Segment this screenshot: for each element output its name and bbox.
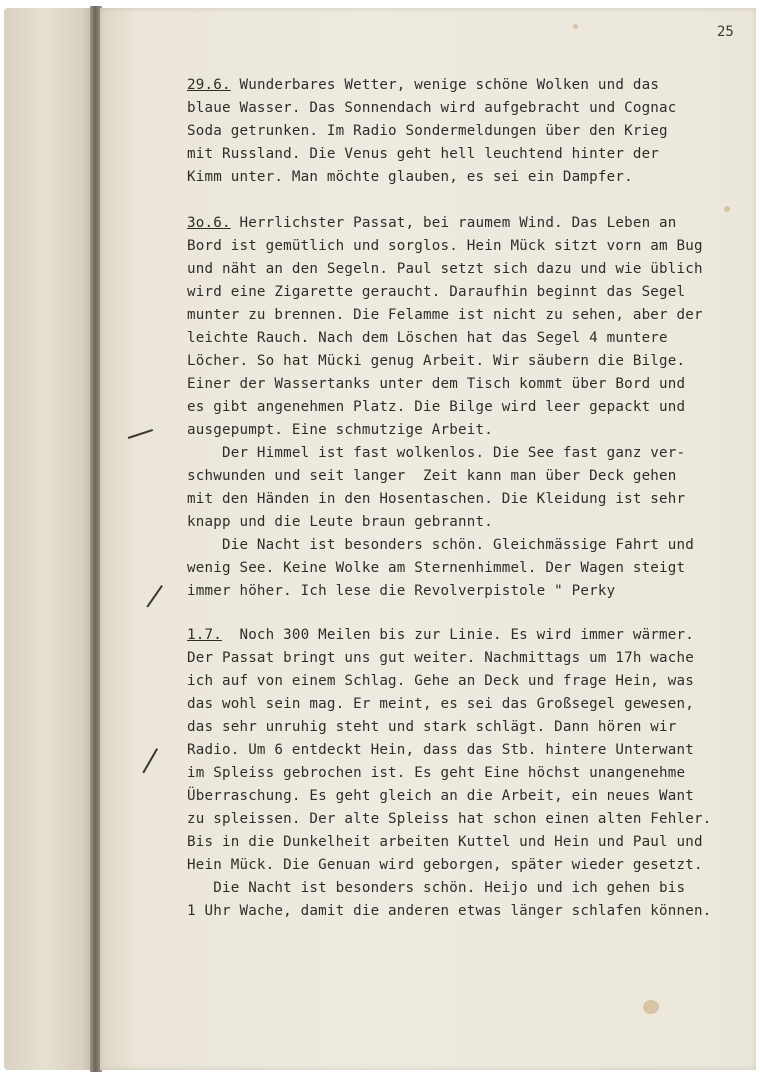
entry-line: das wohl sein mag. Er meint, es sei das Großsegel gewesen, [187, 696, 695, 712]
entry-line: munter zu brennen. Die Felamme ist nicht zu sehen, aber der [187, 307, 703, 323]
entry-line: mit den Händen in den Hosentaschen. Die Kleidung ist sehr [187, 491, 686, 507]
entry-line: Bord ist gemütlich und sorglos. Hein Mück sitzt vorn am Bug [187, 238, 703, 254]
entry-line: ausgepumpt. Eine schmutzige Arbeit. [187, 422, 493, 438]
entry-line: leichte Rauch. Nach dem Löschen hat das Segel 4 muntere [187, 330, 668, 346]
entry-line: Hein Mück. Die Genuan wird geborgen, später wieder gesetzt. [187, 857, 703, 873]
entry-date: 3o.6. [187, 215, 231, 231]
paper-stain [643, 1000, 659, 1014]
entry-line: im Spleiss gebrochen ist. Es geht Eine höchst unangenehme [187, 765, 686, 781]
entry-line: zu spleissen. Der alte Spleiss hat schon einen alten Fehler. [187, 811, 712, 827]
entry-line: Die Nacht ist besonders schön. Gleichmässige Fahrt und [187, 537, 695, 553]
entry-line: Der Passat bringt uns gut weiter. Nachmittags um 17h wache [187, 650, 695, 666]
entry-line: schwunden und seit langer Zeit kann man über Deck gehen [187, 468, 677, 484]
entry-line: blaue Wasser. Das Sonnendach wird aufgebracht und Cognac [187, 100, 677, 116]
entry-line: es gibt angenehmen Platz. Die Bilge wird leer gepackt und [187, 399, 686, 415]
page-number: 25 [717, 24, 734, 40]
entry-line: Der Himmel ist fast wolkenlos. Die See fast ganz ver- [187, 445, 686, 461]
entry-line: wird eine Zigarette geraucht. Daraufhin beginnt das Segel [187, 284, 686, 300]
diary-entry-29-6 [187, 74, 749, 189]
entry-date: 1.7. [187, 627, 222, 643]
entry-line: Soda getrunken. Im Radio Sondermeldungen über den Krieg [187, 123, 668, 139]
entry-line: wenig See. Keine Wolke am Sternenhimmel. Der Wagen steigt [187, 560, 686, 576]
entry-line: Überraschung. Es geht gleich an die Arbeit, ein neues Want [187, 788, 695, 804]
facing-page-edge [4, 8, 96, 1070]
entry-line: Die Nacht ist besonders schön. Heijo und ich gehen bis [187, 880, 686, 896]
entry-line: ich auf von einem Schlag. Gehe an Deck und frage Hein, was [187, 673, 695, 689]
entry-line: Einer der Wassertanks unter dem Tisch kommt über Bord und [187, 376, 686, 392]
entry-line: Bis in die Dunkelheit arbeiten Kuttel und Hein und Paul und [187, 834, 703, 850]
paper-stain [573, 24, 578, 29]
entry-line: 1 Uhr Wache, damit die anderen etwas länger schlafen können. [187, 903, 712, 919]
entry-line: Kimm unter. Man möchte glauben, es sei ein Dampfer. [187, 169, 633, 185]
diary-entry-30-6 [187, 212, 749, 603]
entry-line: knapp und die Leute braun gebrannt. [187, 514, 493, 530]
entry-line: 1.7. Noch 300 Meilen bis zur Linie. Es wird immer wärmer. [187, 627, 695, 643]
entry-line: immer höher. Ich lese die Revolverpistole " Perky [187, 583, 616, 599]
entry-line: das sehr unruhig steht und stark schlägt. Dann hören wir [187, 719, 677, 735]
entry-line: Radio. Um 6 entdeckt Hein, dass das Stb. hintere Unterwant [187, 742, 695, 758]
entry-line: und näht an den Segeln. Paul setzt sich dazu und wie üblich [187, 261, 703, 277]
diary-entry-1-7 [187, 624, 749, 923]
entry-date: 29.6. [187, 77, 231, 93]
entry-line: 3o.6. Herrlichster Passat, bei raumem Wind. Das Leben an [187, 215, 677, 231]
entry-line: 29.6. Wunderbares Wetter, wenige schöne Wolken und das [187, 77, 660, 93]
entry-line: mit Russland. Die Venus geht hell leuchtend hinter der [187, 146, 660, 162]
entry-line: Löcher. So hat Mücki genug Arbeit. Wir säubern die Bilge. [187, 353, 686, 369]
